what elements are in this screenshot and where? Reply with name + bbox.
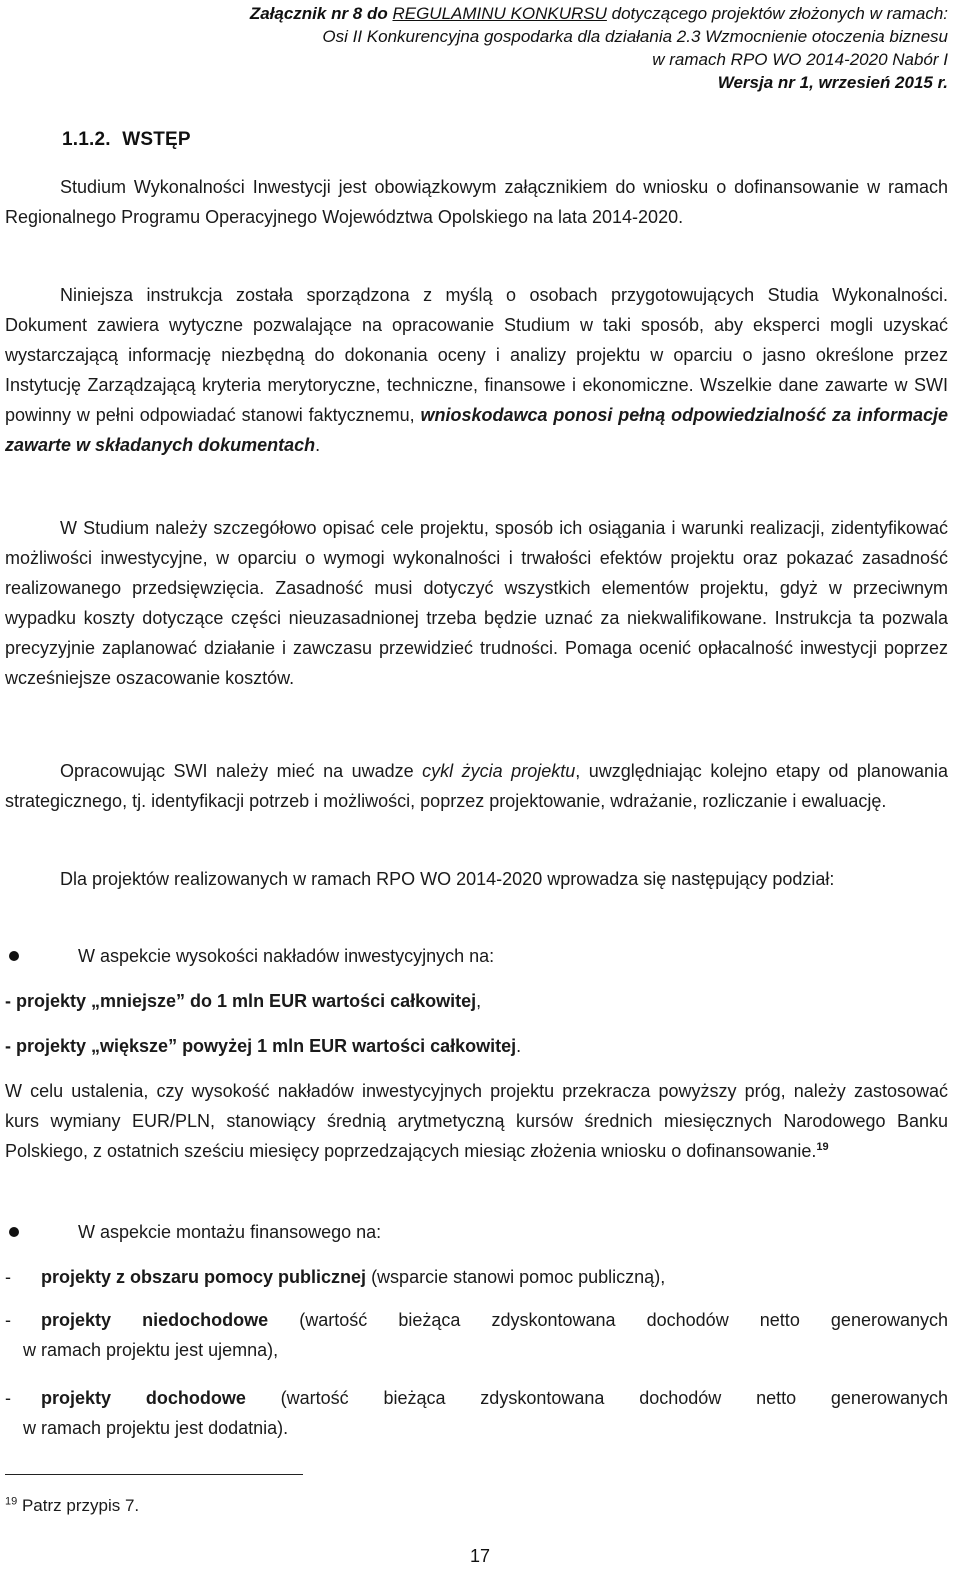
revenue-label: projekty dochodowe (41, 1388, 246, 1408)
paragraph-2-text: Niniejsza instrukcja została sporządzona z myślą o osobach przygotowujących Studia Wykonalności. Dokument zawiera wytyczne pozwalające na opracowanie Studium w taki sposób, aby eksperci mogli uzyskać wystarczającą informację niezbędną do dokonania oceny i analizy projektu w oparciu o jasno określone przez Instytucję Zarządzającą kryteria merytoryczne, techniczne, finansowe i ekonomiczne. Wszelkie dane zawarte w SWI powinny w pełni odpowiadać stanowi faktycznemu, (5, 285, 948, 425)
paragraph-1: Studium Wykonalności Inwestycji jest obowiązkowym załącznikiem do wniosku o dofinansowanie w ramach Regionalnego Programu Operacyjnego Województwa Opolskiego na lata 2014-2020. (5, 177, 948, 227)
large-projects-label: - projekty „większe” powyżej 1 mln EUR wartości całkowitej (5, 1036, 517, 1056)
paragraph-exchange-rate (5, 1076, 948, 1166)
paragraph-4-end: , uwzględniając kolejno etapy od planowania strategicznego, tj. identyfikacji potrzeb i możliwości, poprzez projektowanie, wdrażanie, rozliczanie i ewaluację. (5, 761, 948, 811)
paragraph-6-text: W celu ustalenia, czy wysokość nakładów inwestycyjnych projektu przekracza powyższy próg, należy zastosować kurs wymiany EUR/PLN, stanowiący średnią arytmetyczną kursów średnich miesięcznych Narodowego Banku Polskiego, z ostatnich sześciu miesięcy poprzedzających miesiąc złożenia wniosku o dofinansowanie. (5, 1081, 948, 1161)
item-large-projects (5, 1031, 948, 1061)
section-number: 1.1.2. (62, 129, 111, 150)
header-line-2: Osi II Konkurencyjna gospodarka dla działania 2.3 Wzmocnienie otoczenia biznesu (322, 27, 948, 46)
non-revenue-desc: (wartość bieżąca zdyskontowana dochodów netto generowanych (268, 1310, 948, 1330)
regulation-link[interactable]: REGULAMINU KONKURSU (392, 4, 607, 23)
item-small-projects (5, 986, 948, 1016)
item-non-revenue (5, 1305, 948, 1365)
page-number: 17 (469, 1546, 491, 1566)
dash-marker: - (5, 1267, 11, 1287)
bullet-dot-icon (9, 1227, 19, 1237)
small-projects-label: - projekty „mniejsze” do 1 mln EUR wartości całkowitej (5, 991, 477, 1011)
dash-marker: - (5, 1310, 11, 1330)
footnote-ref[interactable]: 19 (816, 1141, 829, 1153)
section-heading (62, 129, 191, 151)
bullet-financing (5, 1217, 948, 1247)
paragraph-4-italic: cykl życia projektu (422, 761, 576, 781)
header-line-3: w ramach RPO WO 2014-2020 Nabór I (652, 50, 948, 69)
revenue-desc-cont: w ramach projektu jest dodatnia). (23, 1418, 289, 1438)
header-suffix: dotyczącego projektów złożonych w ramach: (606, 4, 948, 23)
public-aid-label: projekty z obszaru pomocy publicznej (41, 1267, 367, 1287)
paragraph-lifecycle (5, 756, 948, 816)
footnote-text: Patrz przypis 7. (17, 1496, 140, 1515)
bullet-text: W aspekcie montażu finansowego na: (78, 1222, 382, 1242)
bullet-investment-size (5, 941, 948, 971)
paragraph-intro (5, 172, 948, 232)
paragraph-4 (5, 756, 948, 816)
paragraph-3: W Studium należy szczegółowo opisać cele projektu, sposób ich osiągania i warunki realizacji, zidentyfikować możliwości inwestycyjne, w oparciu o wymogi wykonalności i trwałości efektów projektu oraz pokazać zasadność realizowanego przedsięwzięcia. Zasadność musi dotyczyć wszystkich elementów projektu, gdyż w przeciwnym wypadku koszty dotyczące części nieuzasadnionej trzeba będzie uznać za niekwalifikowane. Instrukcja ta pozwala precyzyjnie zaplanować działanie i zawczasu przewidzieć trudności. Pomaga ocenić opłacalność inwestycji poprzez wcześniejsze oszacowanie kosztów. (5, 518, 948, 688)
revenue-desc: (wartość bieżąca zdyskontowana dochodów netto generowanych (245, 1388, 948, 1408)
section-title: WSTĘP (122, 129, 191, 150)
public-aid-desc: (wsparcie stanowi pomoc publiczną), (366, 1267, 666, 1287)
paragraph-6 (5, 1076, 948, 1166)
paragraph-2-emphasis: wnioskodawca ponosi pełną odpowiedzialność za informacje zawarte w składanych dokumentach (5, 405, 948, 455)
header-version: Wersja nr 1, wrzesień 2015 r. (717, 73, 948, 92)
paragraph-division (5, 864, 948, 894)
paragraph-2-end: . (315, 435, 321, 455)
small-projects-end: , (476, 991, 482, 1011)
bullet-dot-icon (9, 951, 19, 961)
paragraph-4-start: Opracowując SWI należy mieć na uwadze (60, 761, 423, 781)
footnote-number: 19 (5, 1495, 18, 1508)
paragraph-2 (5, 280, 948, 460)
dash-marker: - (5, 1388, 11, 1408)
large-projects-end: . (516, 1036, 522, 1056)
item-public-aid (5, 1262, 948, 1292)
header-prefix: Załącznik nr 8 do (249, 4, 393, 23)
bullet-text: W aspekcie wysokości nakładów inwestycyjnych na: (78, 946, 495, 966)
paragraph-5: Dla projektów realizowanych w ramach RPO WO 2014-2020 wprowadza się następujący podział: (60, 869, 835, 889)
footnote-separator (5, 1474, 303, 1475)
header-line-1 (188, 2, 948, 25)
non-revenue-desc-cont: w ramach projektu jest ujemna), (23, 1340, 279, 1360)
document-header (188, 2, 948, 94)
item-revenue (5, 1383, 948, 1443)
footnote (5, 1494, 139, 1518)
paragraph-instructions (5, 280, 948, 460)
paragraph-study (5, 513, 948, 693)
non-revenue-label: projekty niedochodowe (41, 1310, 269, 1330)
